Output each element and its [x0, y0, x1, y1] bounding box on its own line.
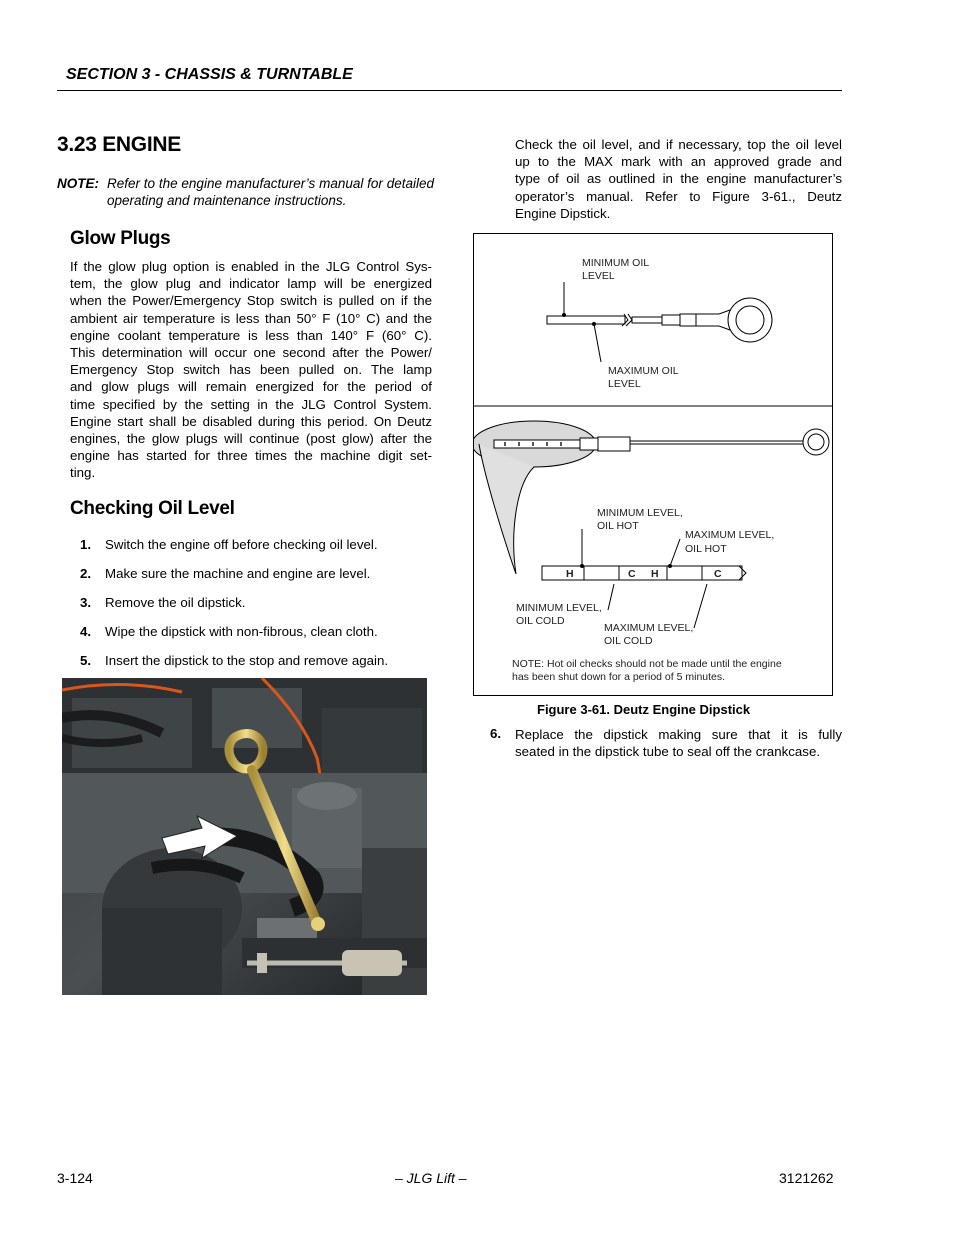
label-min-cold-2: OIL COLD	[516, 615, 565, 627]
engine-dipstick-photo	[62, 678, 427, 995]
step-6-line: Replace the dipstick making sure that it is fully	[515, 727, 842, 742]
figure-caption: Figure 3-61. Deutz Engine Dipstick	[537, 702, 751, 717]
glow-line: ting.	[70, 465, 96, 481]
label-max-oil-1: MAXIMUM OIL	[608, 365, 679, 377]
step-text: Make sure the machine and engine are level.	[105, 566, 371, 581]
glow-line: Engine start shall be disabled during this period. On Deutz	[70, 413, 432, 429]
glow-line: when the Power/Emergency Stop switch is pulled on if the	[70, 293, 432, 309]
label-max-cold-2: OIL COLD	[604, 635, 653, 647]
section-header: SECTION 3 - CHASSIS & TURNTABLE	[66, 66, 353, 83]
mark-c1: C	[628, 568, 636, 580]
doc-number: 3121262	[779, 1170, 834, 1186]
label-min-cold-1: MINIMUM LEVEL,	[516, 602, 602, 614]
section-title: 3.23 ENGINE	[57, 133, 181, 156]
figure-note-2: has been shut down for a period of 5 minutes.	[512, 671, 726, 683]
step-text: Wipe the dipstick with non-fibrous, clean cloth.	[105, 624, 378, 639]
label-min-hot-1: MINIMUM LEVEL,	[597, 507, 683, 519]
glow-plugs-heading: Glow Plugs	[70, 228, 171, 249]
check-line: Engine Dipstick.	[515, 205, 611, 221]
label-min-hot-2: OIL HOT	[597, 520, 639, 532]
note	[57, 175, 434, 209]
label-min-oil-2: LEVEL	[582, 270, 615, 282]
header-rule	[57, 90, 842, 91]
note-text: Refer to the engine manufacturer’s manual for detailed operating and maintenance instructions.	[107, 176, 434, 208]
dipstick-figure	[473, 233, 833, 696]
check-line: up to the MAX mark with an approved grade and	[515, 154, 842, 170]
note-label: NOTE:	[57, 176, 99, 191]
glow-line: and glow plugs will remain energized for the period of	[70, 379, 432, 395]
footer-center: – JLG Lift –	[395, 1170, 467, 1186]
glow-line: If the glow plug option is enabled in the JLG Control Sys-	[70, 259, 432, 274]
label-max-cold-1: MAXIMUM LEVEL,	[604, 622, 694, 634]
figure-note-1: NOTE: Hot oil checks should not be made until the engine	[512, 658, 782, 670]
glow-line: tem, the glow plug and indicator lamp will be energized	[70, 276, 432, 292]
step-text: Insert the dipstick to the stop and remove again.	[105, 653, 389, 668]
check-line: operator’s manual. Refer to Figure 3-61., Deutz	[515, 188, 842, 204]
glow-line: engines, the glow plugs will continue (post glow) after the	[70, 431, 432, 447]
page-number: 3-124	[57, 1170, 93, 1186]
glow-line: engine has started for three times the machine digit set-	[70, 448, 432, 464]
glow-line: This determination will occur one second after the Power/	[70, 345, 432, 361]
step-6	[490, 726, 842, 760]
label-max-hot-2: OIL HOT	[685, 543, 727, 555]
glow-plugs-body	[70, 258, 432, 482]
label-min-oil-1: MINIMUM OIL	[582, 257, 650, 269]
step-number: 5.	[80, 653, 92, 668]
step-6-line: seated in the dipstick tube to seal off the crankcase.	[515, 744, 821, 760]
label-max-hot-1: MAXIMUM LEVEL,	[685, 529, 775, 541]
glow-line: engine coolant temperature is less than 140° F (60° C).	[70, 327, 432, 343]
mark-h2: H	[651, 568, 659, 580]
step-number: 2.	[80, 566, 92, 581]
glow-line: ambient air temperature is less than 50° F (10° C) and the	[70, 310, 432, 326]
step-number: 4.	[80, 624, 92, 639]
oil-level-heading: Checking Oil Level	[70, 498, 235, 519]
check-oil-paragraph	[515, 136, 842, 222]
step-number: 1.	[80, 537, 92, 552]
mark-h1: H	[566, 568, 574, 580]
check-line: type of oil as outlined in the engine manufacturer’s	[515, 171, 842, 187]
label-max-oil-2: LEVEL	[608, 378, 641, 390]
glow-line: time specified by the setting in the JLG Control System.	[70, 396, 432, 412]
mark-c2: C	[714, 568, 722, 580]
dipstick-diagram	[474, 234, 832, 695]
check-line: Check the oil level, and if necessary, top the oil level	[515, 137, 842, 152]
step-text: Remove the oil dipstick.	[105, 595, 246, 610]
step-number: 6.	[490, 726, 502, 741]
step-text: Switch the engine off before checking oil level.	[105, 537, 378, 552]
glow-line: Emergency Stop switch has been pulled on. The lamp	[70, 362, 432, 378]
step-number: 3.	[80, 595, 92, 610]
